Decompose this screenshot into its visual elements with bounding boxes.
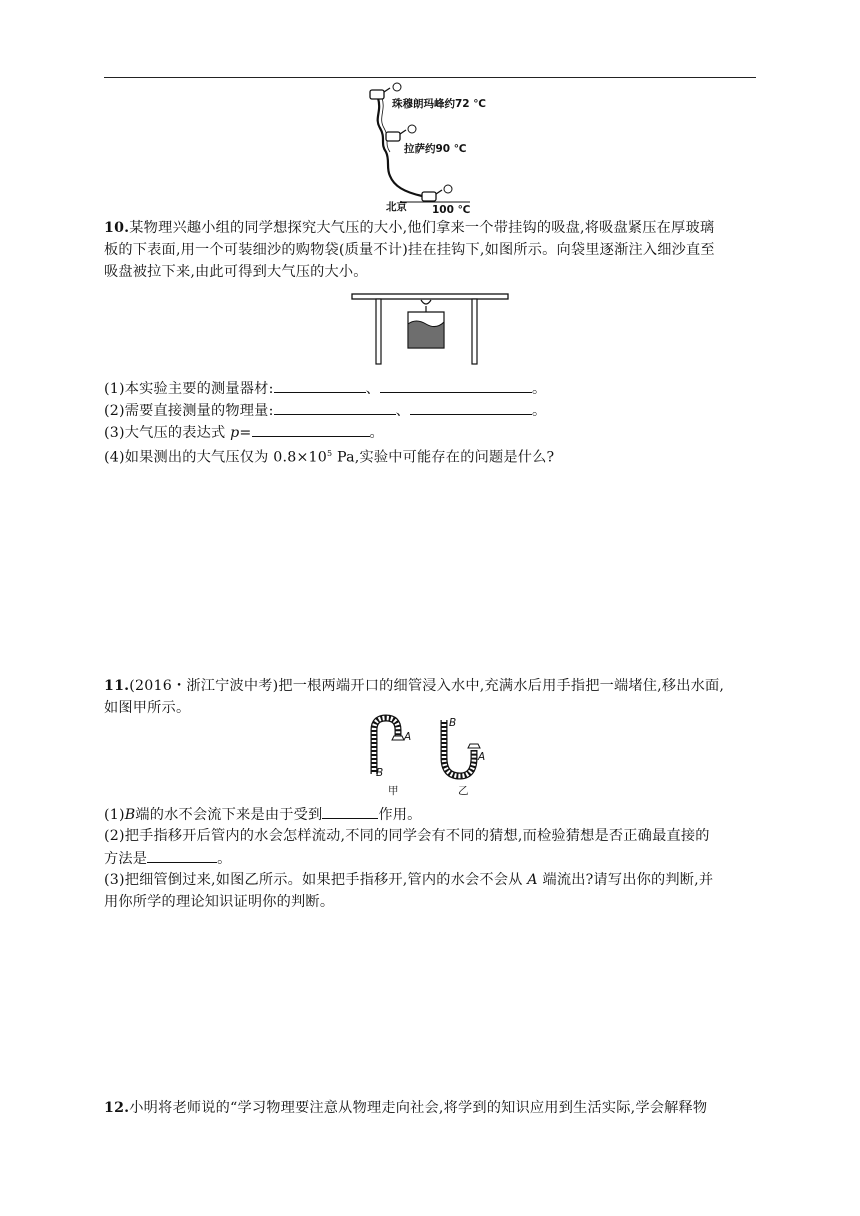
q10-stem-text: 某物理兴趣小组的同学想探究大气压的大小,他们拿来一个带挂钩的吸盘,将吸盘紧压在厚玻璃 bbox=[129, 220, 715, 236]
q10-number: 10. bbox=[104, 220, 130, 236]
q11-stem-line2: 如图甲所示。 bbox=[104, 700, 191, 716]
q11-number: 11. bbox=[104, 678, 130, 694]
q10-stem-line2: 板的下表面,用一个可装细沙的购物袋(质量不计)挂在挂钩下,如图所示。向袋里逐渐注入细沙直至 bbox=[104, 242, 715, 258]
answer-blank[interactable] bbox=[274, 378, 366, 393]
q11-stem-line1: 11.(2016・浙江宁波中考)把一根两端开口的细管浸入水中,充满水后用手指把一端堵住,移出水面, bbox=[104, 678, 725, 694]
answer-blank[interactable] bbox=[147, 848, 217, 863]
svg-text:A: A bbox=[404, 731, 412, 743]
boiling-point-figure bbox=[360, 82, 510, 216]
answer-blank[interactable] bbox=[252, 422, 370, 437]
q10-sub1: (1)本实验主要的测量器材: 、 。 bbox=[104, 378, 764, 399]
tube-jia bbox=[374, 718, 411, 797]
q11-sub3-line2: 用你所学的理论知识证明你的判断。 bbox=[104, 894, 335, 910]
q10-stem-line3: 吸盘被拉下来,由此可得到大气压的大小。 bbox=[104, 264, 368, 280]
svg-text:B: B bbox=[449, 717, 457, 729]
q11-sub3-line1: (3)把细管倒过来,如图乙所示。如果把手指移开,管内的水会不会从 A 端流出?请写出你的判断,并 bbox=[104, 872, 714, 888]
pot-icon bbox=[370, 83, 401, 99]
q10-sub3: (3)大气压的表达式 p= 。 bbox=[104, 422, 764, 443]
q11-sub2-line1: (2)把手指移开后管内的水会怎样流动,不同的同学会有不同的猜想,而检验猜想是否正确最直接的 bbox=[104, 828, 710, 844]
q12-number: 12. bbox=[104, 1100, 130, 1116]
header-rule bbox=[104, 77, 756, 78]
q11-sub1: (1)B端的水不会流下来是由于受到 作用。 bbox=[104, 804, 764, 825]
label-100c: 100 ℃ bbox=[432, 204, 471, 216]
answer-blank[interactable] bbox=[410, 400, 532, 415]
pot-icon bbox=[386, 125, 416, 141]
tube-figure bbox=[362, 714, 502, 800]
q10-sub4: (4)如果测出的大气压仅为 $0.8\times 10^5$ Pa,实验中可能存在的问题是什么? bbox=[104, 449, 555, 466]
q10-stem-line1 bbox=[104, 218, 764, 238]
svg-text:甲: 甲 bbox=[388, 785, 399, 797]
tube-yi bbox=[444, 717, 485, 797]
q10-sub2: (2)需要直接测量的物理量: 、 。 bbox=[104, 400, 764, 421]
q12-stem-line1: 12.小明将老师说的“学习物理要注意从物理走向社会,将学到的知识应用到生活实际,学会解释物 bbox=[104, 1100, 708, 1116]
answer-blank[interactable] bbox=[322, 804, 378, 819]
svg-text:乙: 乙 bbox=[458, 785, 469, 797]
label-everest: 珠穆朗玛峰约72 ℃ bbox=[392, 98, 486, 110]
label-beijing: 北京 bbox=[386, 201, 407, 213]
svg-text:A: A bbox=[478, 751, 486, 763]
suction-cup-figure bbox=[350, 292, 510, 366]
pot-icon bbox=[422, 185, 452, 201]
answer-blank[interactable] bbox=[274, 400, 396, 415]
q11-sub2-line2: 方法是 。 bbox=[104, 848, 764, 869]
svg-text:B: B bbox=[376, 767, 384, 779]
label-lhasa: 拉萨约90 ℃ bbox=[404, 143, 467, 155]
answer-blank[interactable] bbox=[380, 378, 532, 393]
